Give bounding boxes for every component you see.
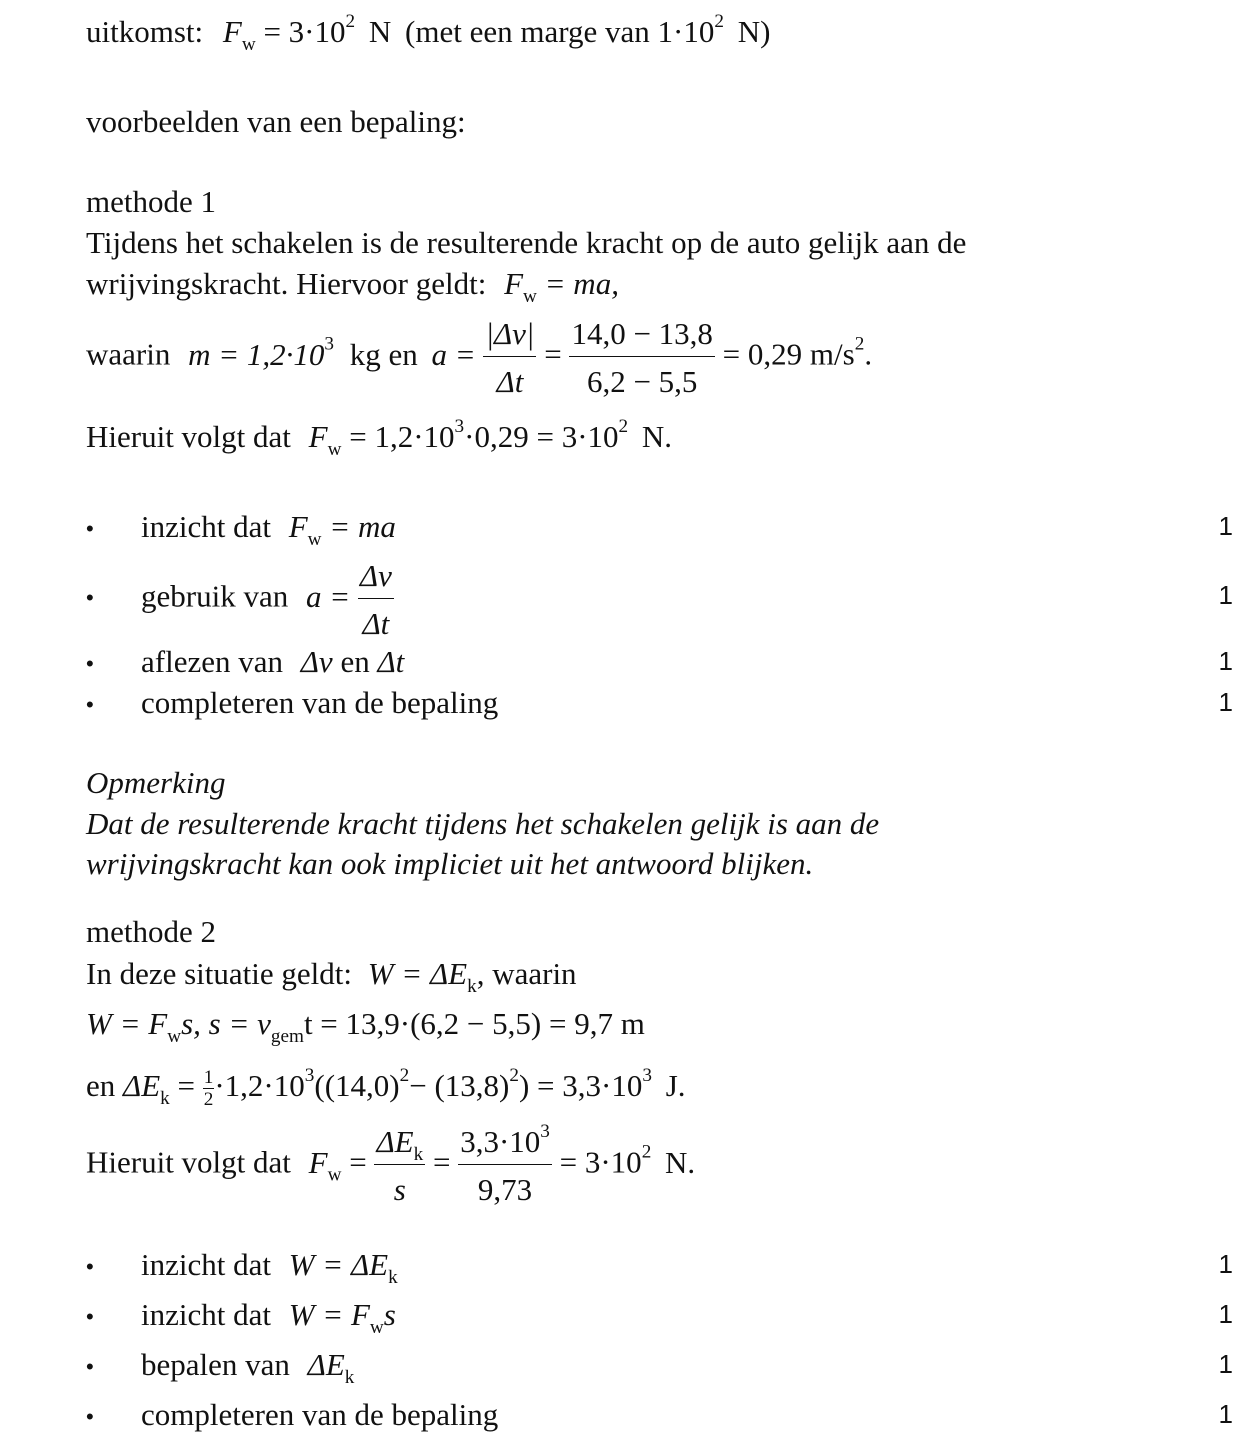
en-text: en [86, 1067, 116, 1103]
mass-exponent: 3 [324, 333, 335, 355]
energy-subscript: k [413, 1144, 424, 1166]
voorbeelden-heading: voorbeelden van een bepaling: [86, 104, 466, 139]
criterion-score: 1 [1218, 646, 1233, 676]
waarin-text: waarin [86, 336, 171, 372]
methode1-line2-text: wrijvingskracht. Hiervoor geldt: [86, 266, 487, 301]
methode2-line2 [86, 1006, 645, 1048]
bullet: • [86, 516, 94, 541]
criterion-score: 1 [1218, 1349, 1233, 1379]
fraction-denominator: 2 [203, 1089, 214, 1111]
half-fraction [203, 1068, 215, 1109]
energy-subscript: k [160, 1087, 170, 1109]
bullet: • [86, 1354, 94, 1379]
criterion-label: aflezen van [141, 644, 283, 679]
exponent: 3 [642, 1064, 652, 1086]
methode1-line1: Tijdens het schakelen is de resulterende kracht op de auto gelijk aan de [86, 225, 967, 260]
fraction-numerator [374, 1126, 425, 1165]
force-subscript: w [327, 1164, 342, 1186]
criterion-math: W = ΔE [288, 1247, 389, 1282]
uitkomst-value: = 3·10 [263, 14, 346, 49]
force-subscript: w [241, 34, 256, 56]
fraction-denominator: Δt [362, 606, 390, 641]
methode1-waarin-line: waarin $m = 1,2\cdot 10^3$ kg en a = $\frac{|\Delta v|}{\Delta t}$ = $\frac{14,0 - 13,8}{6,2 - 5,5}$ = 0,29 $m/s^2$. [86, 316, 873, 399]
bullet: • [86, 585, 94, 610]
fraction-values [458, 1121, 552, 1207]
acceleration-exponent: 2 [854, 333, 865, 355]
criterion-text: completeren van de bepaling [141, 1397, 499, 1432]
methode1-title: methode 1 [86, 184, 216, 219]
bullet: • [86, 651, 94, 676]
opmerking-title: Opmerking [86, 765, 226, 800]
criterion-text [141, 560, 394, 639]
fraction-energy-distance [374, 1126, 425, 1205]
distance-result: t = 13,9·(6,2 − 5,5) = 9,7 m [303, 1006, 645, 1041]
criterion-subscript: k [344, 1367, 355, 1389]
criterion-score: 1 [1218, 1299, 1233, 1329]
methode1-hieruit-line [86, 416, 673, 461]
criterion-subscript: k [388, 1267, 398, 1289]
energy-unit: J. [665, 1067, 686, 1103]
hieruit-eq: = 1,2·10 [349, 419, 455, 454]
methode2-line3 [86, 1064, 686, 1111]
fraction-numerator: Δv [358, 560, 394, 599]
force-subscript: w [307, 529, 322, 551]
criterion-math: = ma [329, 509, 396, 544]
methode2-line1 [86, 956, 577, 998]
force-subscript: w [167, 1026, 182, 1048]
criterion-text [141, 1247, 398, 1289]
fraction-denominator: Δt [496, 364, 524, 399]
criterion-score: 1 [1218, 687, 1233, 717]
numerator-text: ΔE [376, 1124, 414, 1159]
fraction-numerator: |Δv| [483, 318, 536, 357]
criterion-text [141, 509, 396, 551]
fraction-numerator: 14,0 − 13,8 [569, 318, 714, 357]
uitkomst-marge-end: N) [737, 14, 771, 49]
fraction-denominator: 6,2 − 5,5 [586, 364, 698, 399]
criterion-math: ΔE [307, 1347, 345, 1382]
criterion-en: en [340, 644, 370, 679]
exponent: 2 [399, 1064, 410, 1086]
force-symbol: F [504, 266, 524, 301]
uitkomst-marge-exponent: 2 [714, 11, 724, 33]
kg-en-text: kg en [349, 336, 418, 372]
exponent: 3 [304, 1064, 315, 1086]
force-symbol: F [308, 1144, 328, 1180]
fraction-numerator: 1 [203, 1067, 214, 1088]
energy-subscript: k [467, 976, 477, 998]
fraction-numerator [458, 1121, 552, 1165]
criterion-score: 1 [1218, 1399, 1233, 1429]
energy-symbol: ΔE [123, 1067, 161, 1103]
fraction-denominator: 9,73 [477, 1172, 533, 1207]
force-unit: N. [665, 1144, 696, 1180]
distance-eq: s, s = v [181, 1006, 271, 1041]
hieruit-text: Hieruit volgt dat [86, 1144, 291, 1180]
criterion-label: inzicht dat [141, 1247, 271, 1282]
bullet: • [86, 1304, 94, 1329]
fraction-dv-dt [483, 318, 536, 397]
velocity1: ((14,0) [314, 1067, 400, 1103]
uitkomst-marge: (met een marge van 1·10 [405, 14, 715, 49]
acceleration-eq: a = [431, 336, 476, 372]
force-result: = 3·10 [559, 1144, 642, 1180]
numerator-text: 3,3·10 [460, 1124, 541, 1159]
criterion-label: bepalen van [141, 1347, 290, 1382]
mass-equation: m = 1,2·10 [188, 336, 325, 372]
velocity2: − (13,8) [409, 1067, 510, 1103]
methode2-line1-end: , waarin [476, 956, 577, 991]
bullet: • [86, 692, 94, 717]
criterion-math: Δv [300, 644, 333, 679]
criterion-score: 1 [1218, 511, 1233, 541]
criterion-math-end: s [383, 1297, 396, 1332]
force-subscript: w [523, 286, 537, 308]
methode1-line2-eq: = ma, [544, 266, 619, 301]
opmerking-line2: wrijvingskracht kan ook impliciet uit het antwoord blijken. [86, 846, 814, 881]
mass-value: ·1,2·10 [214, 1067, 305, 1103]
criterion-label: gebruik van [141, 578, 289, 614]
fraction-values [569, 318, 714, 397]
hieruit-exp1: 3 [454, 416, 465, 438]
hieruit-end: N. [641, 419, 673, 454]
work-energy-eq: W = ΔE [367, 956, 468, 991]
energy-result: ) = 3,3·10 [518, 1067, 643, 1103]
criterion-score: 1 [1218, 580, 1233, 610]
criterion-text: completeren van de bepaling [141, 685, 499, 720]
criterion-text [141, 1347, 355, 1389]
exponent: 2 [641, 1141, 652, 1163]
hieruit-exp2: 2 [618, 416, 629, 438]
fraction-denominator: s [393, 1172, 406, 1207]
criterion-math: W = F [288, 1297, 370, 1332]
fraction-dv-dt [358, 560, 394, 639]
hieruit-mid: ·0,29 = 3·10 [464, 419, 619, 454]
uitkomst-exponent: 2 [345, 11, 356, 33]
equals: = [177, 1067, 195, 1103]
methode2-line1-text: In deze situatie geldt: [86, 956, 352, 991]
criterion-text [141, 1297, 396, 1339]
exponent: 2 [509, 1064, 519, 1086]
methode2-hieruit-line: Hieruit volgt dat $F_w$ = $\frac{\Delta E_k}{s}$ = $\frac{3,3\cdot 10^3}{9,73}$ = $3\cdot 10^2$ N. [86, 1121, 696, 1207]
uitkomst-unit: N [368, 14, 392, 49]
acceleration-end: . [864, 336, 873, 372]
methode2-title: methode 2 [86, 914, 216, 949]
criterion-score: 1 [1218, 1249, 1233, 1279]
criterion-math: a = [305, 578, 351, 614]
force-symbol: F [308, 419, 328, 454]
criterion-label: inzicht dat [141, 509, 271, 544]
acceleration-result: = 0,29 m/s [722, 336, 855, 372]
uitkomst-label: uitkomst: [86, 14, 204, 49]
criterion-label: inzicht dat [141, 1297, 271, 1332]
hieruit-text: Hieruit volgt dat [86, 419, 291, 454]
exponent: 3 [540, 1121, 550, 1143]
bullet: • [86, 1404, 94, 1429]
uitkomst-line [86, 11, 771, 56]
criterion-text [141, 646, 404, 677]
methode1-line2 [86, 266, 619, 308]
force-symbol: F [222, 14, 242, 49]
bullet: • [86, 1254, 94, 1279]
criterion-subscript: w [369, 1317, 384, 1339]
velocity-subscript: gem [270, 1026, 304, 1048]
criterion-math2: Δt [377, 644, 405, 679]
work-eq: W = F [86, 1006, 168, 1041]
force-symbol: F [288, 509, 308, 544]
opmerking-line1: Dat de resulterende kracht tijdens het schakelen gelijk is aan de [86, 806, 880, 841]
force-subscript: w [327, 439, 342, 461]
